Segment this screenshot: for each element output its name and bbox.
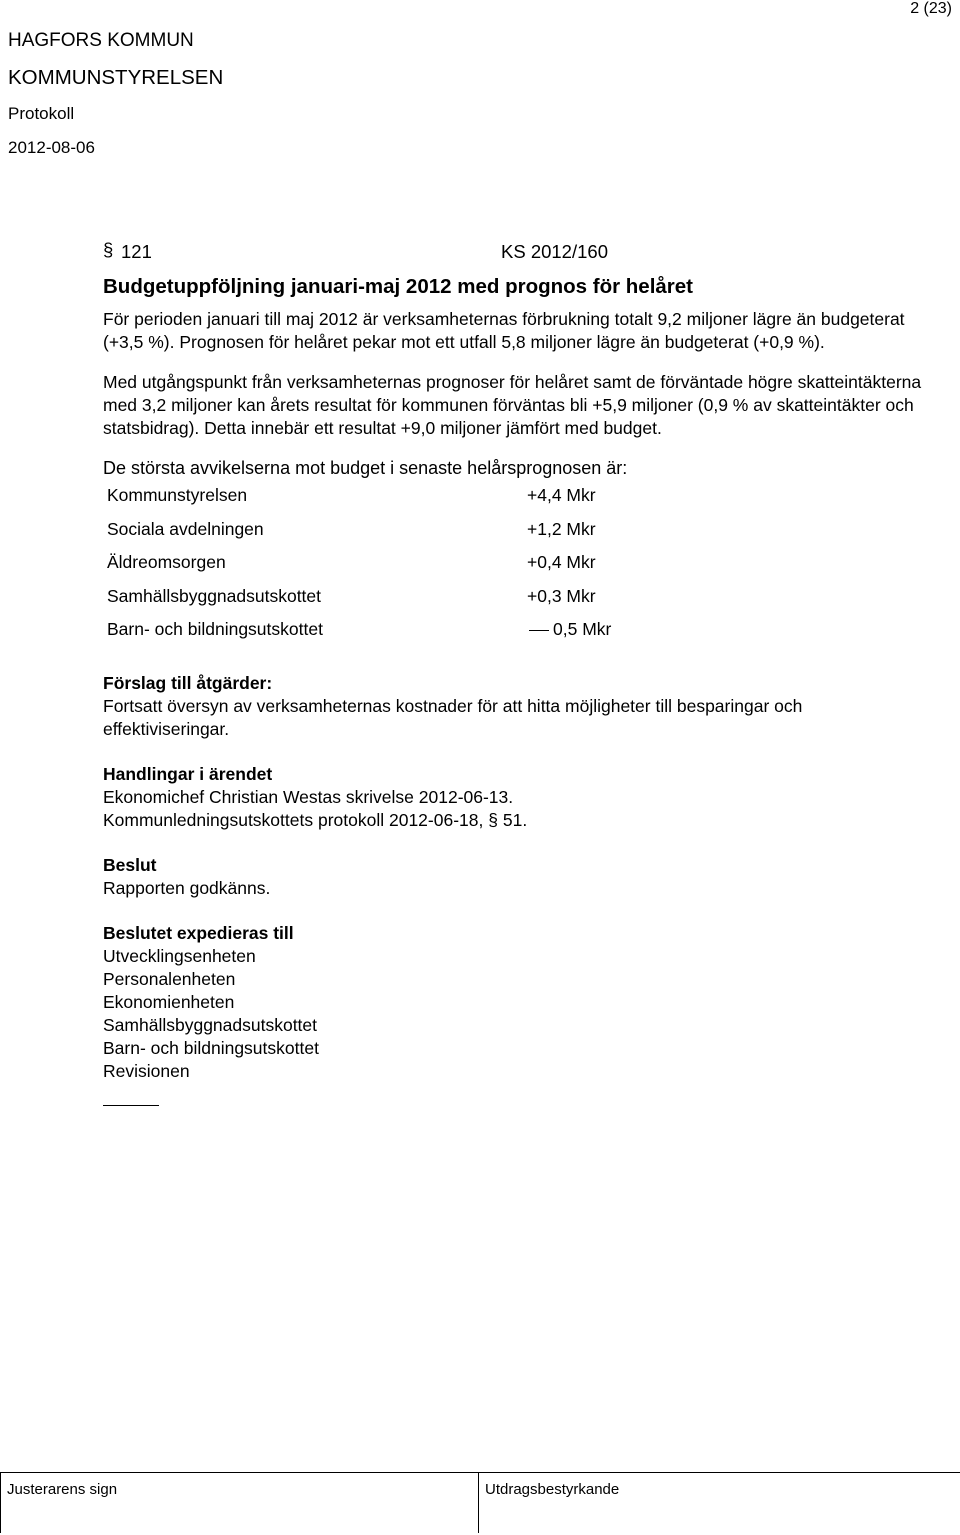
proposal-heading: Förslag till åtgärder: [103,672,273,693]
decision-section [103,854,923,900]
document-type: Protokoll [8,104,75,123]
case-reference: KS 2012/160 [501,241,608,262]
section-mark: § [103,239,114,260]
documents-section [103,763,923,832]
extract-cert-box [478,1472,960,1533]
table-row [103,484,611,518]
item-reference-row [103,238,923,266]
document-item [103,809,923,832]
documents-heading: Handlingar i ärendet [103,763,273,784]
deviation-unit: Sociala avdelningen [107,518,264,539]
meeting-date: 2012-08-06 [8,138,95,157]
deviation-value: 0,5 Mkr [553,619,612,639]
paragraph-summary: För perioden januari till maj 2012 är verksamheternas förbrukning totalt 9,2 miljoner lägre än budgeterat (+3,5 %). Prognosen för helåret pekar mot ett utfall 5,8 miljoner lägre än budgeterat (+0,9 %). [103,309,905,352]
proposal-text: Fortsatt översyn av verksamheternas kostnader för att hitta möjligheter till besparingar och effektiviseringar. [103,695,803,739]
deviation-unit: Äldreomsorgen [107,552,226,572]
municipality-name: HAGFORS KOMMUN [8,30,194,51]
deviations-table [103,484,611,652]
adjuster-sign-box [0,1472,479,1533]
decision-heading: Beslut [103,854,157,875]
document-text: Kommunledningsutskottets protokoll 2012-06-18, [103,809,484,830]
list-item: Personalenheten [103,968,236,989]
list-item: Samhällsbyggnadsutskottet [103,1014,318,1035]
deviation-unit: Kommunstyrelsen [107,485,248,505]
board-name: KOMMUNSTYRELSEN [8,66,224,89]
deviation-value: +4,4 Mkr [527,485,596,505]
deviation-value: +0,3 Mkr [527,585,596,606]
signature-footer [0,1472,960,1535]
item-title: Budgetuppföljning januari-maj 2012 med prognos för helåret [103,275,694,298]
dispatch-heading: Beslutet expedieras till [103,922,294,943]
item-number: 121 [121,241,152,262]
end-divider [103,1105,159,1106]
document-section-number: 51. [502,809,528,830]
deviation-value: +1,2 Mkr [527,518,596,539]
document-item: Ekonomichef Christian Westas skrivelse 2012-06-13. [103,786,514,807]
list-item: Revisionen [103,1060,190,1081]
proposal-section [103,672,923,741]
table-row [103,518,611,552]
minus-sign-icon [529,630,549,631]
extract-cert-label: Utdragsbestyrkande [485,1481,620,1498]
deviation-unit: Samhällsbyggnadsutskottet [107,585,322,606]
page-number: 2 (23) [910,0,952,17]
table-row [103,618,611,652]
paragraph-forecast: Med utgångspunkt från verksamheternas prognoser för helåret samt de förväntade högre skatteintäkterna med 3,2 miljoner kan årets resultat för kommunen förväntas bli +5,9 miljoner (0,9 % av skatteintäkter och statsbidrag). Detta innebär ett resultat +9,0 miljoner jämfört med budget. [103,372,922,438]
list-item: Ekonomienheten [103,991,235,1012]
deviation-unit: Barn- och bildningsutskottet [107,619,323,639]
deviations-intro: De största avvikelserna mot budget i senaste helårsprognosen är: [103,458,628,478]
dispatch-section [103,922,923,1083]
list-item: Utvecklingsenheten [103,945,256,966]
deviation-value: +0,4 Mkr [527,552,596,572]
deviation-value-negative [527,618,611,652]
decision-text: Rapporten godkänns. [103,877,271,898]
list-item: Barn- och bildningsutskottet [103,1037,319,1058]
table-row [103,585,611,619]
adjuster-sign-label: Justerarens sign [7,1481,118,1498]
table-row [103,551,611,585]
protocol-item [103,238,923,1106]
section-mark: § [488,809,498,830]
